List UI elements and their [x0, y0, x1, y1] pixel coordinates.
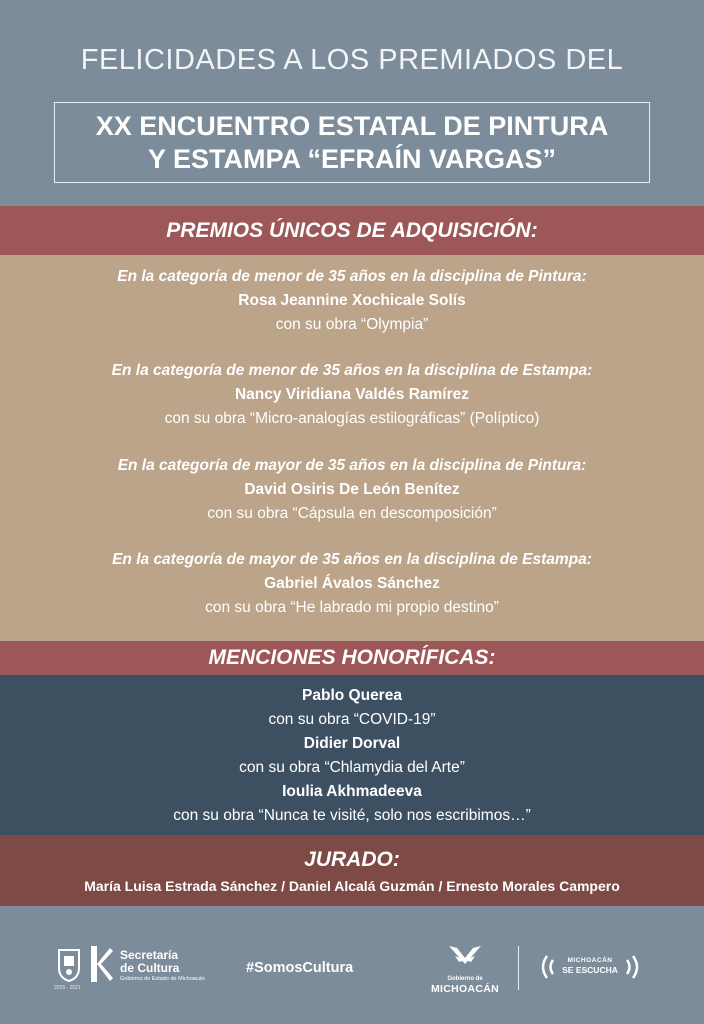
escucha-line1: MICHOACÁN	[567, 957, 613, 964]
state-shield-icon	[56, 948, 82, 982]
mention-work: con su obra “COVID-19”	[268, 711, 436, 728]
mention-name: Pablo Querea	[302, 687, 402, 704]
award-item	[0, 548, 704, 620]
gob-big-text: MICHOACÁN	[430, 983, 500, 995]
gobierno-michoacan-logo	[427, 942, 503, 1000]
award-winner: Gabriel Ávalos Sánchez	[264, 575, 440, 592]
event-title-line2: Y ESTAMPA “EFRAÍN VARGAS”	[147, 143, 557, 174]
hashtag: #SomosCultura	[246, 960, 354, 976]
page-title: FELICIDADES A LOS PREMIADOS DEL	[80, 44, 624, 76]
jury-heading: JURADO:	[304, 848, 400, 871]
mention-name: Didier Dorval	[303, 735, 401, 752]
escucha-line2: SE ESCUCHA	[562, 965, 618, 975]
mention-work: con su obra “Chlamydia del Arte”	[239, 759, 465, 776]
award-winner: Nancy Viridiana Valdés Ramírez	[234, 386, 470, 403]
award-work: con su obra “Cápsula en descomposición”	[207, 505, 497, 522]
award-winner: David Osiris De León Benítez	[244, 481, 460, 498]
secretaria-k-icon	[88, 942, 114, 986]
jury-names: María Luisa Estrada Sánchez / Daniel Alcalá Guzmán / Ernesto Morales Campero	[84, 878, 620, 894]
award-category: En la categoría de menor de 35 años en la disciplina de Pintura:	[117, 268, 587, 285]
secretaria-subtitle: Gobierno de Estado de Michoacán	[120, 976, 205, 982]
jury-section	[0, 835, 704, 906]
award-category: En la categoría de mayor de 35 años en la disciplina de Estampa:	[112, 551, 592, 568]
honorable-heading: MENCIONES HONORÍFICAS:	[0, 641, 704, 675]
event-title-box	[54, 102, 650, 183]
secretaria-logo-text	[120, 949, 220, 983]
award-category: En la categoría de mayor de 35 años en la disciplina de Pintura:	[117, 457, 587, 474]
award-work: con su obra “He labrado mi propio destino”	[205, 599, 499, 616]
footer-divider	[518, 946, 519, 990]
mention-work: con su obra “Nunca te visité, solo nos escribimos…”	[173, 807, 531, 824]
secretaria-line1: Secretaría	[120, 948, 179, 962]
secretaria-line2: de Cultura	[120, 961, 180, 975]
footer-logos	[0, 930, 704, 1010]
years-label: 2015 - 2021	[54, 985, 81, 991]
gob-small-text: Gobierno de	[447, 976, 483, 982]
award-winner: Rosa Jeannine Xochicale Solís	[238, 292, 466, 309]
award-work: con su obra “Olympia”	[275, 316, 429, 333]
award-category: En la categoría de menor de 35 años en la disciplina de Estampa:	[111, 362, 593, 379]
award-item	[0, 359, 704, 431]
acquisition-section	[0, 255, 704, 641]
michoacan-se-escucha-text	[557, 957, 623, 975]
event-title-line1: XX ENCUENTRO ESTATAL DE PINTURA	[95, 110, 609, 141]
acquisition-heading: PREMIOS ÚNICOS DE ADQUISICIÓN:	[0, 206, 704, 255]
award-item	[0, 265, 704, 337]
honorable-section	[0, 675, 704, 835]
mention-name: Ioulia Akhmadeeva	[282, 783, 422, 800]
award-work: con su obra “Micro-analogías estilográficas” (Políptico)	[164, 410, 540, 427]
butterfly-icon	[445, 942, 485, 966]
award-item	[0, 454, 704, 526]
michoacan-se-escucha-logo	[535, 950, 645, 984]
